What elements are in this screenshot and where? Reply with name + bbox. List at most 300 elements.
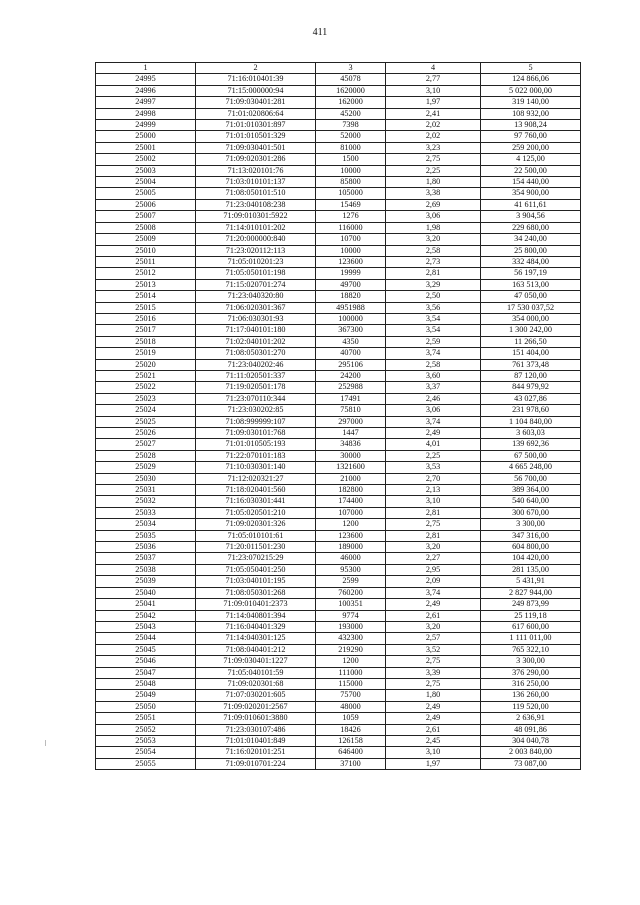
table-row xyxy=(96,473,581,484)
cell-area: 219290 xyxy=(316,644,386,655)
cell-amount: 389 364,00 xyxy=(481,485,581,496)
cell-area: 81000 xyxy=(316,142,386,153)
cell-cadastral: 71:15:020701:274 xyxy=(196,279,316,290)
cell-cadastral: 71:06:020301:367 xyxy=(196,302,316,313)
table-row xyxy=(96,542,581,553)
cell-amount: 3 300,00 xyxy=(481,519,581,530)
cell-rate: 3,06 xyxy=(386,405,481,416)
cell-rate: 3,06 xyxy=(386,211,481,222)
cell-area: 30000 xyxy=(316,450,386,461)
cell-area: 252988 xyxy=(316,382,386,393)
cell-cadastral: 71:09:030401:501 xyxy=(196,142,316,153)
cell-amount: 56 197,19 xyxy=(481,268,581,279)
table-row xyxy=(96,496,581,507)
cell-rate: 2,59 xyxy=(386,336,481,347)
cell-amount: 67 500,00 xyxy=(481,450,581,461)
cell-area: 10700 xyxy=(316,234,386,245)
cell-cadastral: 71:22:070101:183 xyxy=(196,450,316,461)
cell-cadastral: 71:10:030301:140 xyxy=(196,462,316,473)
cell-area: 1059 xyxy=(316,713,386,724)
cell-cadastral: 71:20:011501:230 xyxy=(196,542,316,553)
cell-area: 9774 xyxy=(316,610,386,621)
cell-rate: 2,02 xyxy=(386,131,481,142)
cell-cadastral: 71:01:010505:193 xyxy=(196,439,316,450)
cell-amount: 1 300 242,00 xyxy=(481,325,581,336)
cell-area: 432300 xyxy=(316,633,386,644)
cell-number: 25041 xyxy=(96,599,196,610)
cell-amount: 231 978,60 xyxy=(481,405,581,416)
cell-rate: 3,54 xyxy=(386,325,481,336)
table-row xyxy=(96,382,581,393)
table-row xyxy=(96,256,581,267)
cell-number: 25011 xyxy=(96,256,196,267)
cell-amount: 34 240,00 xyxy=(481,234,581,245)
table-row xyxy=(96,530,581,541)
cell-number: 25030 xyxy=(96,473,196,484)
cell-area: 10000 xyxy=(316,245,386,256)
cell-number: 25029 xyxy=(96,462,196,473)
cell-number: 25031 xyxy=(96,485,196,496)
table-row xyxy=(96,291,581,302)
cell-number: 25001 xyxy=(96,142,196,153)
cell-area: 46000 xyxy=(316,553,386,564)
cell-area: 18820 xyxy=(316,291,386,302)
cell-cadastral: 71:11:020501:337 xyxy=(196,370,316,381)
cell-rate: 2,75 xyxy=(386,154,481,165)
cell-rate: 2,73 xyxy=(386,256,481,267)
cell-cadastral: 71:05:050101:198 xyxy=(196,268,316,279)
cell-cadastral: 71:09:020201:2567 xyxy=(196,701,316,712)
cell-amount: 17 530 037,52 xyxy=(481,302,581,313)
cell-rate: 3,10 xyxy=(386,85,481,96)
cell-rate: 3,74 xyxy=(386,348,481,359)
table-row xyxy=(96,268,581,279)
table-row xyxy=(96,690,581,701)
cell-amount: 2 827 944,00 xyxy=(481,587,581,598)
cell-cadastral: 71:01:010301:897 xyxy=(196,120,316,131)
cell-amount: 108 932,00 xyxy=(481,108,581,119)
cell-area: 100351 xyxy=(316,599,386,610)
cell-rate: 2,02 xyxy=(386,120,481,131)
table-row xyxy=(96,359,581,370)
cell-area: 100000 xyxy=(316,313,386,324)
cell-cadastral: 71:09:010601:3880 xyxy=(196,713,316,724)
cell-area: 40700 xyxy=(316,348,386,359)
header-col-2: 2 xyxy=(196,63,316,74)
cell-rate: 2,49 xyxy=(386,713,481,724)
cell-cadastral: 71:01:010401:849 xyxy=(196,735,316,746)
cell-cadastral: 71:16:030301:441 xyxy=(196,496,316,507)
cell-area: 116000 xyxy=(316,222,386,233)
cell-number: 25004 xyxy=(96,177,196,188)
cell-area: 174400 xyxy=(316,496,386,507)
table-row xyxy=(96,120,581,131)
cell-number: 25037 xyxy=(96,553,196,564)
cell-amount: 281 135,00 xyxy=(481,564,581,575)
cell-rate: 3,60 xyxy=(386,370,481,381)
cell-cadastral: 71:23:070215:29 xyxy=(196,553,316,564)
table-row xyxy=(96,656,581,667)
table-header xyxy=(96,63,581,74)
cell-cadastral: 71:03:040101:195 xyxy=(196,576,316,587)
cell-rate: 2,49 xyxy=(386,701,481,712)
cell-number: 25052 xyxy=(96,724,196,735)
cell-rate: 2,61 xyxy=(386,724,481,735)
cell-cadastral: 71:05:010201:23 xyxy=(196,256,316,267)
cell-rate: 3,10 xyxy=(386,747,481,758)
cell-area: 4951988 xyxy=(316,302,386,313)
cell-area: 75700 xyxy=(316,690,386,701)
cell-amount: 2 003 840,00 xyxy=(481,747,581,758)
cell-cadastral: 71:07:030201:605 xyxy=(196,690,316,701)
cell-rate: 3,74 xyxy=(386,587,481,598)
cell-amount: 151 404,00 xyxy=(481,348,581,359)
table-row xyxy=(96,74,581,85)
cell-rate: 2,61 xyxy=(386,610,481,621)
cell-rate: 2,69 xyxy=(386,199,481,210)
cell-amount: 3 300,00 xyxy=(481,656,581,667)
cell-cadastral: 71:08:050301:268 xyxy=(196,587,316,598)
cell-cadastral: 71:08:050301:270 xyxy=(196,348,316,359)
cell-rate: 3,53 xyxy=(386,462,481,473)
cell-number: 25009 xyxy=(96,234,196,245)
cell-rate: 2,81 xyxy=(386,530,481,541)
table-row xyxy=(96,199,581,210)
cell-area: 115000 xyxy=(316,678,386,689)
cell-number: 25007 xyxy=(96,211,196,222)
cell-number: 25036 xyxy=(96,542,196,553)
cell-rate: 1,97 xyxy=(386,97,481,108)
cell-amount: 163 513,00 xyxy=(481,279,581,290)
cell-cadastral: 71:08:040401:212 xyxy=(196,644,316,655)
cell-rate: 2,77 xyxy=(386,74,481,85)
cell-area: 15469 xyxy=(316,199,386,210)
table-row xyxy=(96,747,581,758)
margin-mark xyxy=(45,740,46,746)
cell-rate: 3,39 xyxy=(386,667,481,678)
table-row xyxy=(96,519,581,530)
cell-area: 1321600 xyxy=(316,462,386,473)
cell-cadastral: 71:12:020321:27 xyxy=(196,473,316,484)
table-row xyxy=(96,313,581,324)
cell-rate: 2,81 xyxy=(386,268,481,279)
cell-area: 1500 xyxy=(316,154,386,165)
cell-cadastral: 71:18:020401:560 xyxy=(196,485,316,496)
cell-number: 25015 xyxy=(96,302,196,313)
cell-rate: 2,09 xyxy=(386,576,481,587)
cell-area: 123600 xyxy=(316,256,386,267)
cell-amount: 316 250,00 xyxy=(481,678,581,689)
cell-rate: 2,13 xyxy=(386,485,481,496)
cell-number: 25049 xyxy=(96,690,196,701)
page-number: 411 xyxy=(312,27,328,38)
table-row xyxy=(96,302,581,313)
cell-number: 25010 xyxy=(96,245,196,256)
cell-cadastral: 71:03:010101:137 xyxy=(196,177,316,188)
cell-cadastral: 71:09:010701:224 xyxy=(196,758,316,769)
cell-cadastral: 71:23:070110:344 xyxy=(196,393,316,404)
cell-rate: 3,74 xyxy=(386,416,481,427)
cell-area: 10000 xyxy=(316,165,386,176)
cell-number: 25019 xyxy=(96,348,196,359)
cell-number: 25044 xyxy=(96,633,196,644)
cell-cadastral: 71:09:030401:1227 xyxy=(196,656,316,667)
table-row xyxy=(96,142,581,153)
table-row xyxy=(96,701,581,712)
cell-number: 25033 xyxy=(96,507,196,518)
table-row xyxy=(96,108,581,119)
cell-cadastral: 71:16:020101:251 xyxy=(196,747,316,758)
table-body xyxy=(96,74,581,770)
cell-rate: 2,70 xyxy=(386,473,481,484)
cell-cadastral: 71:14:010101:202 xyxy=(196,222,316,233)
cell-area: 760200 xyxy=(316,587,386,598)
table-row xyxy=(96,724,581,735)
cell-number: 25024 xyxy=(96,405,196,416)
cell-amount: 47 050,00 xyxy=(481,291,581,302)
cell-area: 182800 xyxy=(316,485,386,496)
cell-number: 25048 xyxy=(96,678,196,689)
cell-number: 25026 xyxy=(96,428,196,439)
cell-rate: 1,97 xyxy=(386,758,481,769)
cell-cadastral: 71:01:010501:329 xyxy=(196,131,316,142)
cell-number: 25055 xyxy=(96,758,196,769)
cell-cadastral: 71:15:000000:94 xyxy=(196,85,316,96)
cell-number: 25053 xyxy=(96,735,196,746)
cell-cadastral: 71:14:040801:394 xyxy=(196,610,316,621)
cell-area: 52000 xyxy=(316,131,386,142)
cell-number: 25040 xyxy=(96,587,196,598)
cell-rate: 2,81 xyxy=(386,507,481,518)
cell-area: 297000 xyxy=(316,416,386,427)
table-row xyxy=(96,279,581,290)
cell-rate: 2,41 xyxy=(386,108,481,119)
cell-area: 1276 xyxy=(316,211,386,222)
cell-cadastral: 71:02:040101:202 xyxy=(196,336,316,347)
table-row xyxy=(96,507,581,518)
cell-number: 25042 xyxy=(96,610,196,621)
cell-cadastral: 71:09:020301:326 xyxy=(196,519,316,530)
cell-area: 193000 xyxy=(316,621,386,632)
cell-amount: 139 692,36 xyxy=(481,439,581,450)
cell-amount: 844 979,92 xyxy=(481,382,581,393)
cell-area: 37100 xyxy=(316,758,386,769)
cell-number: 25043 xyxy=(96,621,196,632)
cell-cadastral: 71:09:030101:768 xyxy=(196,428,316,439)
cell-amount: 347 316,00 xyxy=(481,530,581,541)
table-row xyxy=(96,416,581,427)
cell-rate: 2,58 xyxy=(386,245,481,256)
cell-number: 25045 xyxy=(96,644,196,655)
registry-table xyxy=(95,62,581,770)
cell-amount: 22 500,00 xyxy=(481,165,581,176)
cell-area: 48000 xyxy=(316,701,386,712)
cell-number: 25021 xyxy=(96,370,196,381)
cell-cadastral: 71:05:020501:210 xyxy=(196,507,316,518)
cell-amount: 136 260,00 xyxy=(481,690,581,701)
cell-cadastral: 71:23:040202:46 xyxy=(196,359,316,370)
table-row xyxy=(96,188,581,199)
cell-rate: 3,20 xyxy=(386,234,481,245)
table-row xyxy=(96,576,581,587)
table-row xyxy=(96,678,581,689)
table-row xyxy=(96,348,581,359)
table-row xyxy=(96,667,581,678)
cell-area: 1620000 xyxy=(316,85,386,96)
cell-number: 25047 xyxy=(96,667,196,678)
cell-rate: 2,95 xyxy=(386,564,481,575)
cell-rate: 2,75 xyxy=(386,678,481,689)
cell-area: 1447 xyxy=(316,428,386,439)
cell-area: 189000 xyxy=(316,542,386,553)
cell-amount: 4 125,00 xyxy=(481,154,581,165)
cell-cadastral: 71:01:020806:64 xyxy=(196,108,316,119)
cell-cadastral: 71:16:010401:39 xyxy=(196,74,316,85)
cell-rate: 2,46 xyxy=(386,393,481,404)
cell-number: 25039 xyxy=(96,576,196,587)
cell-number: 25032 xyxy=(96,496,196,507)
table-row xyxy=(96,336,581,347)
cell-area: 49700 xyxy=(316,279,386,290)
cell-amount: 56 700,00 xyxy=(481,473,581,484)
cell-area: 4350 xyxy=(316,336,386,347)
cell-cadastral: 71:05:010101:61 xyxy=(196,530,316,541)
cell-number: 25022 xyxy=(96,382,196,393)
cell-rate: 3,10 xyxy=(386,496,481,507)
cell-number: 25020 xyxy=(96,359,196,370)
cell-cadastral: 71:14:040301:125 xyxy=(196,633,316,644)
header-row xyxy=(96,63,581,74)
cell-amount: 765 322,10 xyxy=(481,644,581,655)
cell-cadastral: 71:20:000000:840 xyxy=(196,234,316,245)
table-row xyxy=(96,245,581,256)
cell-amount: 617 600,00 xyxy=(481,621,581,632)
cell-amount: 3 603,03 xyxy=(481,428,581,439)
table-row xyxy=(96,428,581,439)
cell-area: 123600 xyxy=(316,530,386,541)
cell-number: 24997 xyxy=(96,97,196,108)
cell-number: 25023 xyxy=(96,393,196,404)
cell-rate: 3,20 xyxy=(386,542,481,553)
cell-area: 367300 xyxy=(316,325,386,336)
cell-area: 45078 xyxy=(316,74,386,85)
header-col-1: 1 xyxy=(96,63,196,74)
table-row xyxy=(96,370,581,381)
cell-area: 111000 xyxy=(316,667,386,678)
cell-area: 1200 xyxy=(316,519,386,530)
cell-number: 25014 xyxy=(96,291,196,302)
cell-amount: 332 484,00 xyxy=(481,256,581,267)
cell-rate: 2,27 xyxy=(386,553,481,564)
cell-cadastral: 71:09:010401:2373 xyxy=(196,599,316,610)
cell-amount: 97 760,00 xyxy=(481,131,581,142)
table-row xyxy=(96,735,581,746)
cell-rate: 3,56 xyxy=(386,302,481,313)
cell-cadastral: 71:23:020112:113 xyxy=(196,245,316,256)
cell-number: 25003 xyxy=(96,165,196,176)
table-row xyxy=(96,131,581,142)
table-row xyxy=(96,713,581,724)
cell-rate: 2,25 xyxy=(386,450,481,461)
table-row xyxy=(96,553,581,564)
cell-cadastral: 71:16:040401:329 xyxy=(196,621,316,632)
cell-area: 105000 xyxy=(316,188,386,199)
cell-number: 25002 xyxy=(96,154,196,165)
cell-area: 95300 xyxy=(316,564,386,575)
cell-amount: 376 290,00 xyxy=(481,667,581,678)
cell-area: 21000 xyxy=(316,473,386,484)
cell-rate: 1,80 xyxy=(386,690,481,701)
cell-area: 24200 xyxy=(316,370,386,381)
cell-amount: 41 611,61 xyxy=(481,199,581,210)
cell-amount: 2 636,91 xyxy=(481,713,581,724)
cell-rate: 2,45 xyxy=(386,735,481,746)
table-row xyxy=(96,439,581,450)
cell-amount: 259 200,00 xyxy=(481,142,581,153)
cell-amount: 354 900,00 xyxy=(481,188,581,199)
cell-rate: 3,38 xyxy=(386,188,481,199)
cell-amount: 5 022 000,00 xyxy=(481,85,581,96)
cell-amount: 300 670,00 xyxy=(481,507,581,518)
cell-amount: 119 520,00 xyxy=(481,701,581,712)
cell-rate: 2,50 xyxy=(386,291,481,302)
cell-number: 25028 xyxy=(96,450,196,461)
cell-amount: 540 640,00 xyxy=(481,496,581,507)
cell-cadastral: 71:19:020501:178 xyxy=(196,382,316,393)
cell-rate: 3,52 xyxy=(386,644,481,655)
table-row xyxy=(96,462,581,473)
cell-amount: 604 800,00 xyxy=(481,542,581,553)
cell-number: 25034 xyxy=(96,519,196,530)
cell-cadastral: 71:23:040320:80 xyxy=(196,291,316,302)
cell-amount: 1 104 840,00 xyxy=(481,416,581,427)
cell-area: 2599 xyxy=(316,576,386,587)
table-row xyxy=(96,222,581,233)
cell-number: 25008 xyxy=(96,222,196,233)
table-row xyxy=(96,234,581,245)
cell-amount: 5 431,91 xyxy=(481,576,581,587)
table-row xyxy=(96,587,581,598)
cell-amount: 11 266,50 xyxy=(481,336,581,347)
table-row xyxy=(96,97,581,108)
cell-cadastral: 71:09:020301:286 xyxy=(196,154,316,165)
cell-amount: 4 665 248,00 xyxy=(481,462,581,473)
table-row xyxy=(96,325,581,336)
cell-amount: 13 908,24 xyxy=(481,120,581,131)
cell-amount: 249 873,99 xyxy=(481,599,581,610)
cell-number: 25013 xyxy=(96,279,196,290)
cell-number: 24995 xyxy=(96,74,196,85)
table-row xyxy=(96,633,581,644)
cell-rate: 3,54 xyxy=(386,313,481,324)
cell-number: 24996 xyxy=(96,85,196,96)
cell-number: 25016 xyxy=(96,313,196,324)
table-row xyxy=(96,211,581,222)
table-row xyxy=(96,621,581,632)
cell-amount: 104 420,00 xyxy=(481,553,581,564)
table-row xyxy=(96,758,581,769)
table-row xyxy=(96,165,581,176)
cell-amount: 73 087,00 xyxy=(481,758,581,769)
cell-area: 18426 xyxy=(316,724,386,735)
cell-rate: 2,58 xyxy=(386,359,481,370)
header-col-4: 4 xyxy=(386,63,481,74)
table-row xyxy=(96,450,581,461)
cell-amount: 354 000,00 xyxy=(481,313,581,324)
cell-number: 25054 xyxy=(96,747,196,758)
cell-area: 7398 xyxy=(316,120,386,131)
table-row xyxy=(96,405,581,416)
